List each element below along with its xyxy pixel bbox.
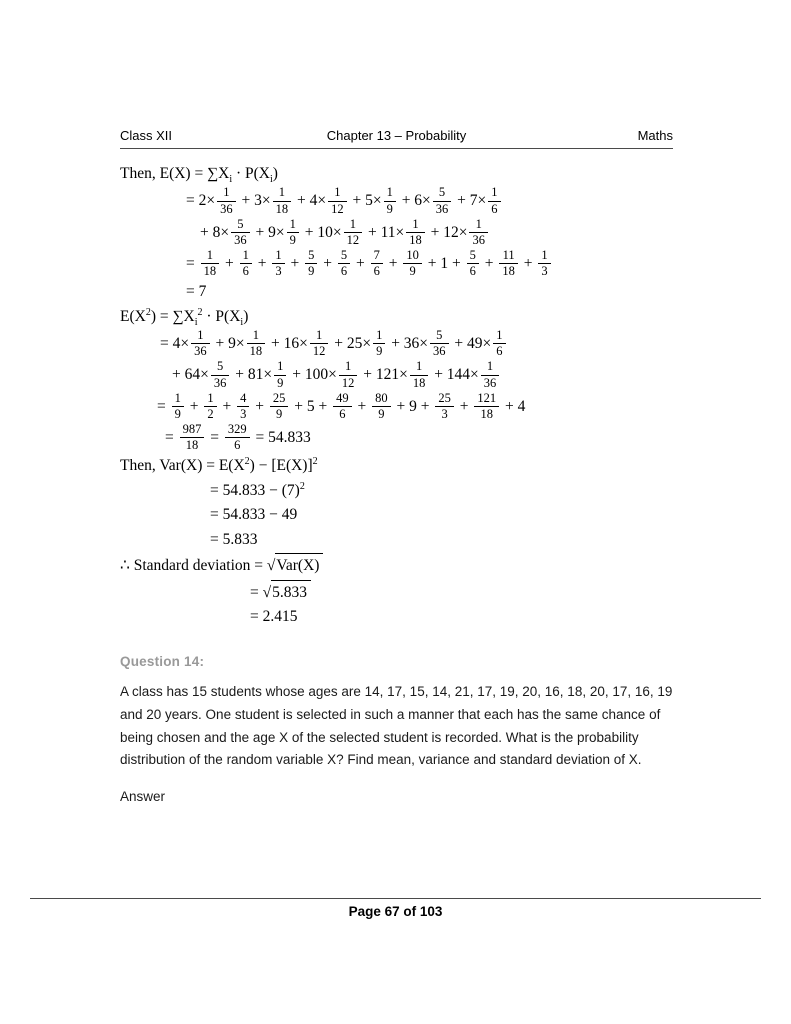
math-line: = $\frac{1}{18}$ + $\frac{1}{6}$ + $\frac{1}{3}$ + $\frac{5}{9}$ + $\frac{5}{6}$ + $\frac{7}{6}$ + $\frac{10}{9}$ + 1 + $\frac{5}{6}$ + $\frac{11}{18}$ + $\frac{1}{3}$ — [120, 250, 681, 279]
answer-label: Answer — [120, 788, 166, 804]
math-line: Then, $E(X) = \sum X_i \cdot P(X_i)$ — [120, 165, 278, 186]
fraction: $\frac{1}{9}$ — [373, 329, 385, 358]
fraction: $\frac{1}{9}$ — [172, 392, 184, 421]
fraction: $\frac{987}{18}$ — [180, 423, 205, 452]
math-line: + 8× $\frac{5}{36}$ + 9× $\frac{1}{9}$ + 10× $\frac{1}{12}$ + 11× $\frac{1}{18}$ + 12× $\frac{1}{36}$ — [120, 219, 681, 248]
fraction: $\frac{5}{36}$ — [433, 186, 452, 215]
math-line: = 2× $\frac{1}{36}$ + 3× $\frac{1}{18}$ + 4× $\frac{1}{12}$ + 5× $\frac{1}{9}$ + 6× $\frac{5}{36}$ + 7× $\frac{1}{6}$ — [120, 187, 681, 216]
header-divider — [120, 148, 673, 149]
math-line: = √5.833 — [120, 580, 681, 604]
header-chapter-title: Chapter 13 – Probability — [326, 128, 467, 143]
fraction: $\frac{5}{36}$ — [430, 329, 449, 358]
math-line: = 2.415 — [250, 607, 298, 625]
fraction: $\frac{1}{12}$ — [339, 360, 358, 389]
fraction: $\frac{1}{12}$ — [328, 186, 347, 215]
page-header — [0, 0, 791, 143]
math-line: = 5.833 — [210, 530, 258, 548]
fraction: $\frac{1}{2}$ — [204, 392, 216, 421]
fraction: $\frac{1}{12}$ — [310, 329, 329, 358]
fraction: $\frac{49}{6}$ — [333, 392, 352, 421]
math-line: = $54.833 - (7)^2$ — [210, 480, 305, 499]
math-line: Then, $Var(X) = E(X^2) - [E(X)]^2$ — [120, 456, 318, 475]
page-number: Page 67 of 103 — [348, 904, 443, 919]
fraction: $\frac{5}{36}$ — [231, 218, 250, 247]
math-work-block — [120, 163, 681, 628]
square-root: √Var(X) — [267, 553, 324, 577]
question-body: A class has 15 students whose ages are 14, 17, 15, 14, 21, 17, 19, 20, 16, 18, 20, 17, 16, 19 and 20 years. One student is selected in such a manner that each has the same chance of being chosen and the age X of the selected student is recorded. What is the probability distribution of the random variable X? Find mean, variance and standard deviation of X. — [120, 684, 673, 768]
fraction: $\frac{25}{9}$ — [270, 392, 289, 421]
math-line: $E(X^2) = \sum X_i^2 \cdot P(X_i)$ — [120, 306, 249, 328]
fraction: $\frac{1}{18}$ — [410, 360, 429, 389]
fraction: $\frac{25}{3}$ — [435, 392, 454, 421]
fraction: $\frac{1}{6}$ — [488, 186, 500, 215]
fraction: $\frac{1}{36}$ — [469, 218, 488, 247]
fraction: $\frac{10}{9}$ — [403, 249, 422, 278]
math-line: ∴ Standard deviation = √Var(X) — [120, 553, 681, 577]
square-root: √5.833 — [263, 580, 311, 604]
fraction: $\frac{5}{36}$ — [211, 360, 230, 389]
math-line: = 4× $\frac{1}{36}$ + 9× $\frac{1}{18}$ + 16× $\frac{1}{12}$ + 25× $\frac{1}{9}$ + 36× $\frac{5}{36}$ + 49× $\frac{1}{6}$ — [120, 330, 681, 359]
fraction: $\frac{80}{9}$ — [372, 392, 391, 421]
fraction: $\frac{1}{9}$ — [274, 360, 286, 389]
header-subject-label: Maths — [637, 128, 673, 143]
fraction: $\frac{5}{6}$ — [338, 249, 350, 278]
fraction: $\frac{1}{18}$ — [201, 249, 220, 278]
fraction: $\frac{1}{9}$ — [287, 218, 299, 247]
fraction: $\frac{1}{12}$ — [344, 218, 363, 247]
fraction: $\frac{1}{36}$ — [217, 186, 236, 215]
fraction: $\frac{1}{36}$ — [191, 329, 210, 358]
fraction: $\frac{1}{3}$ — [538, 249, 550, 278]
fraction: $\frac{329}{6}$ — [225, 423, 250, 452]
fraction: $\frac{1}{9}$ — [384, 186, 396, 215]
math-line: = $\frac{1}{9}$ + $\frac{1}{2}$ + $\frac{4}{3}$ + $\frac{25}{9}$ + 5 + $\frac{49}{6}$ + $\frac{80}{9}$ + 9 + $\frac{25}{3}$ + $\frac{121}{18}$ + 4 — [157, 390, 526, 421]
question-title: Question 14: — [120, 654, 205, 670]
fraction: $\frac{1}{18}$ — [273, 186, 292, 215]
fraction: $\frac{11}{18}$ — [499, 249, 518, 278]
fraction: $\frac{1}{6}$ — [240, 249, 252, 278]
question-section — [120, 654, 673, 808]
math-line: + 64× $\frac{5}{36}$ + 81× $\frac{1}{9}$ + 100× $\frac{1}{12}$ + 121× $\frac{1}{18}$ + 144× $\frac{1}{36}$ — [120, 361, 681, 390]
fraction: $\frac{5}{6}$ — [467, 249, 479, 278]
fraction: $\frac{4}{3}$ — [237, 392, 249, 421]
fraction: $\frac{1}{18}$ — [406, 218, 425, 247]
math-line: = $\frac{987}{18}$ = $\frac{329}{6}$ = 54.833 — [165, 421, 311, 453]
math-line: = 54.833 − 49 — [210, 506, 298, 524]
fraction: $\frac{7}{6}$ — [371, 249, 383, 278]
fraction: $\frac{1}{6}$ — [493, 329, 505, 358]
header-class-label: Class XII — [120, 128, 173, 143]
page-footer — [30, 898, 761, 919]
fraction: $\frac{5}{9}$ — [305, 249, 317, 278]
fraction: $\frac{1}{18}$ — [247, 329, 266, 358]
fraction: $\frac{121}{18}$ — [474, 392, 499, 421]
fraction: $\frac{1}{3}$ — [272, 249, 284, 278]
fraction: $\frac{1}{36}$ — [481, 360, 500, 389]
math-line: = 7 — [186, 283, 207, 301]
